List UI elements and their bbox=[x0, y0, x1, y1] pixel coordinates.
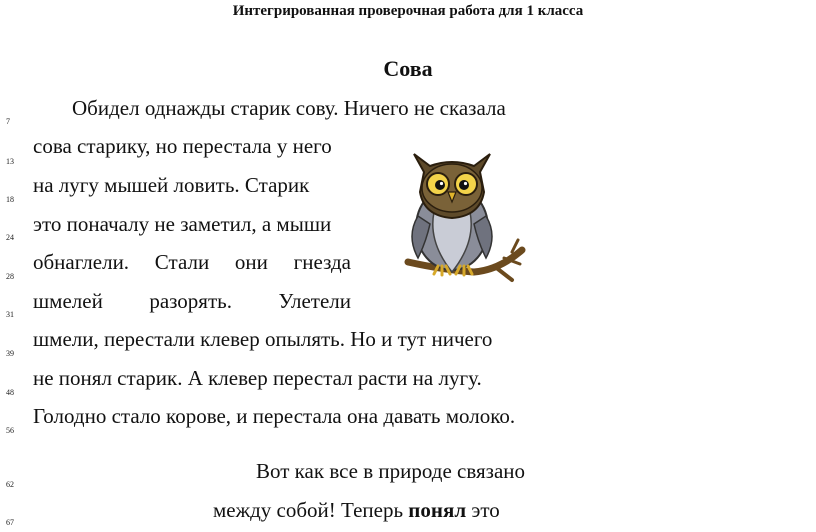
text-line-5: обнаглели. Стали они гнезда bbox=[33, 250, 351, 274]
text-line-4: это поначалу не заметил, а мыши bbox=[33, 212, 332, 236]
text-line-11 bbox=[213, 497, 500, 523]
line-number: 67 bbox=[6, 518, 14, 527]
text-line-7: шмели, перестали клевер опылять. Но и тут ничего bbox=[33, 327, 493, 351]
text-line-11-end: это bbox=[466, 498, 500, 522]
text-line-9: Голодно стало корове, и перестала она давать молоко. bbox=[33, 404, 516, 428]
line-number: 7 bbox=[6, 117, 10, 126]
text-line-10: Вот как все в природе связано bbox=[256, 459, 526, 483]
story-title: Сова bbox=[383, 56, 433, 81]
line-number: 13 bbox=[6, 157, 14, 166]
worksheet-header: Интегрированная проверочная работа для 1 класса bbox=[232, 3, 584, 19]
line-number: 56 bbox=[6, 426, 14, 435]
bold-word: понял bbox=[408, 498, 467, 522]
text-line-1: Обидел однажды старик сову. Ничего не сказала bbox=[72, 96, 506, 120]
line-number: 18 bbox=[6, 195, 14, 204]
text-line-3: на лугу мышей ловить. Старик bbox=[33, 173, 310, 197]
line-number: 28 bbox=[6, 272, 14, 281]
line-number: 62 bbox=[6, 480, 14, 489]
line-number: 39 bbox=[6, 349, 14, 358]
text-line-6: шмелей разорять. Улетели bbox=[33, 289, 351, 313]
text-line-11-start: между собой! Теперь bbox=[213, 498, 409, 522]
line-number: 24 bbox=[6, 233, 14, 242]
text-line-8: не понял старик. А клевер перестал расти на лугу. bbox=[33, 366, 482, 390]
owl-illustration bbox=[404, 132, 526, 300]
line-number: 48 bbox=[6, 388, 14, 397]
text-line-2: сова старику, но перестала у него bbox=[33, 134, 332, 158]
line-number: 31 bbox=[6, 310, 14, 319]
